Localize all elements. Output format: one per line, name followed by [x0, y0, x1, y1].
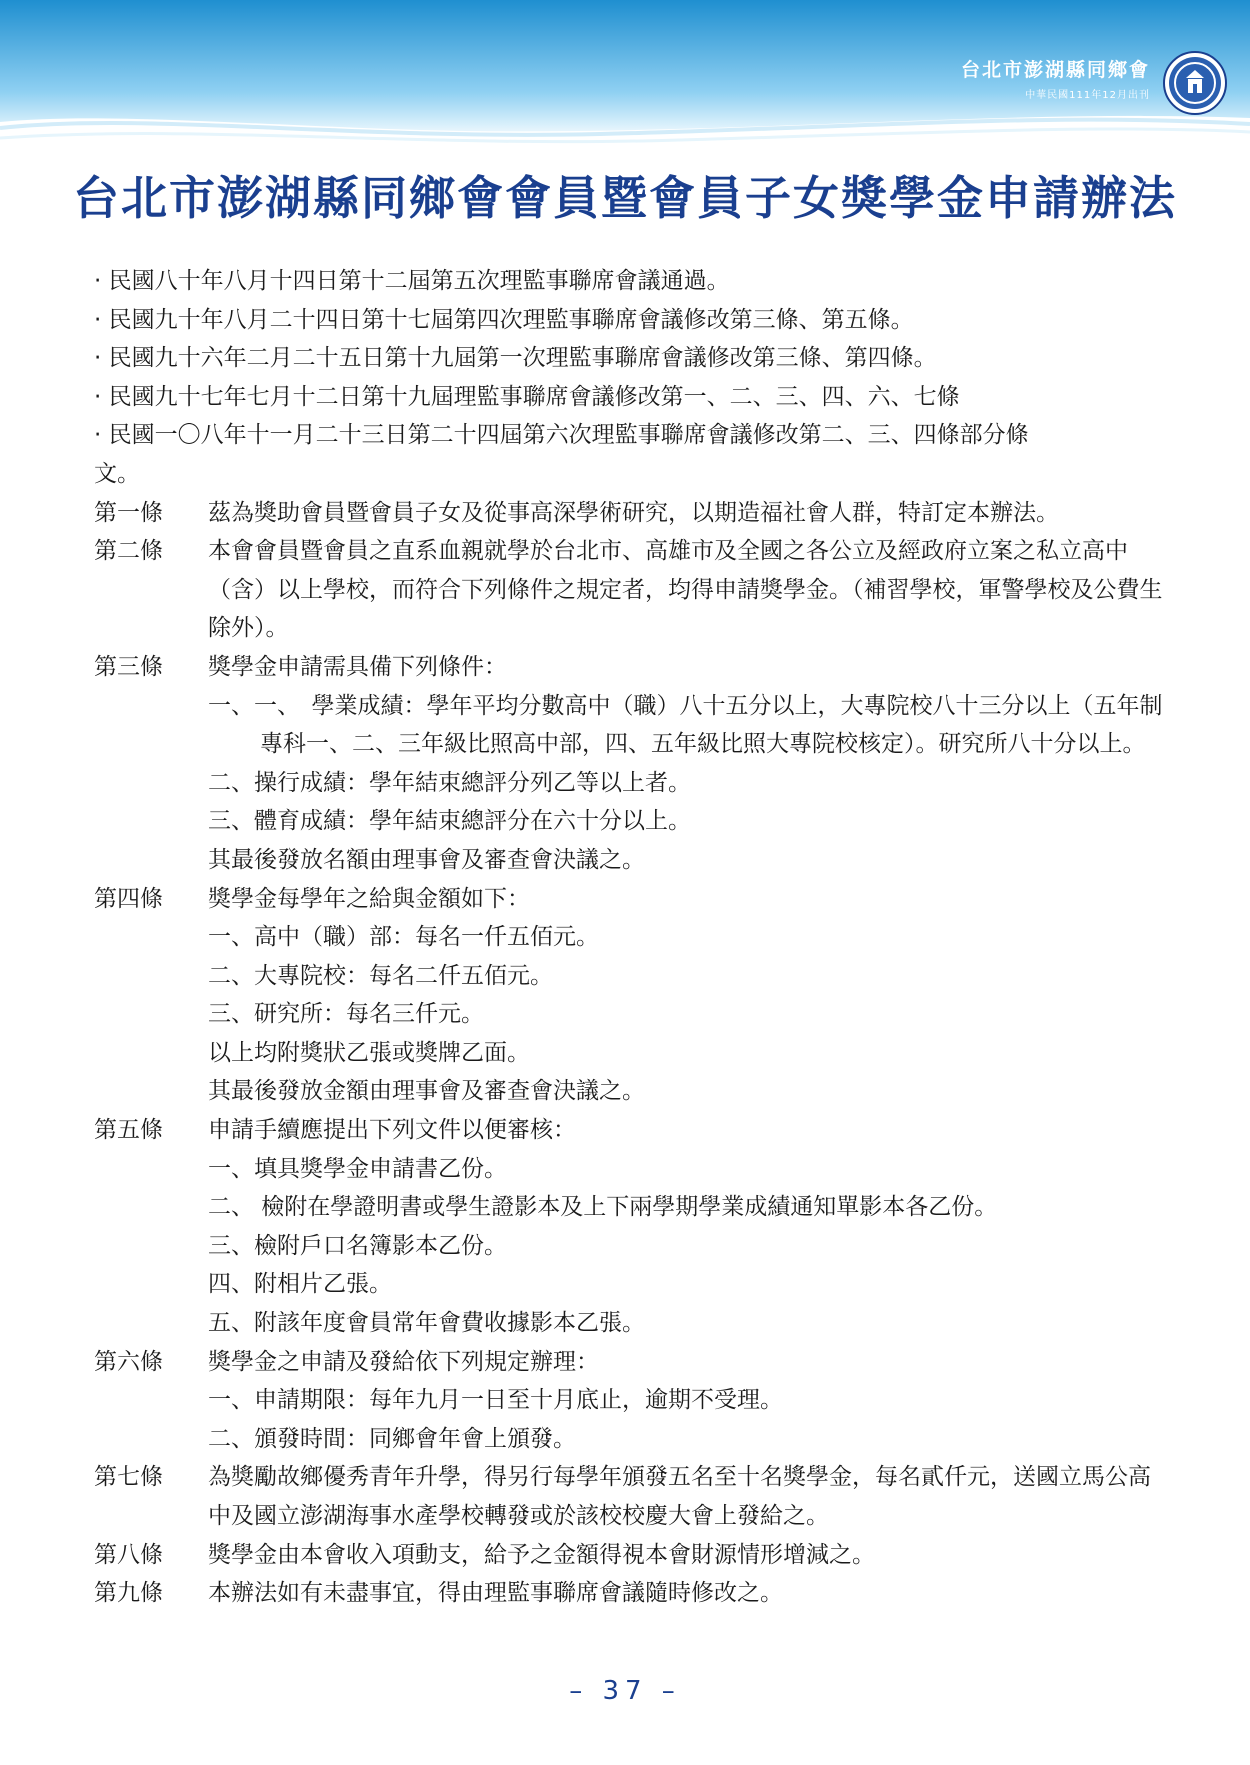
history-item: · 民國九十年八月二十四日第十七屆第四次理監事聯席會議修改第三條、第五條。 — [94, 306, 914, 333]
list-item: 一、申請期限：每年九月一日至十月底止，逾期不受理。 — [208, 1387, 783, 1414]
article-8 — [94, 1536, 1164, 1575]
article-text: 獎學金由本會收入項動支，給予之金額得視本會財源情形增減之。 — [208, 1541, 875, 1568]
article-text: 為獎勵故鄉優秀青年升學，得另行每學年頒發五名至十名獎學金，每名貳仟元，送國立馬公高中及國立澎湖海事水產學校轉發或於該校校慶大會上發給之。 — [208, 1464, 1151, 1529]
list-item: 一、高中（職）部：每名一仟五佰元。 — [208, 924, 599, 951]
article-2 — [94, 532, 1164, 648]
list-item: 二、 檢附在學證明書或學生證影本及上下兩學期學業成績通知單影本各乙份。 — [208, 1194, 998, 1221]
association-logo-icon — [1162, 50, 1228, 116]
regulation-content — [94, 262, 1164, 1613]
article-note: 以上均附獎狀乙張或獎牌乙面。 — [208, 1039, 530, 1066]
publish-date: 中華民國111年12月出刊 — [1025, 90, 1150, 101]
article-1 — [94, 494, 1164, 533]
article-text: 獎學金申請需具備下列條件： — [208, 653, 507, 680]
article-label: 第二條 — [94, 538, 163, 565]
page-header — [0, 0, 1250, 150]
list-item: 一、一、 學業成績：學年平均分數高中（職）八十五分以上，大專院校八十三分以上（五年制專科一、二、三年級比照高中部，四、五年級比照大專院校核定）。研究所八十分以上。 — [208, 692, 1163, 758]
article-text: 本辦法如有未盡事宜，得由理監事聯席會議隨時修改之。 — [208, 1580, 783, 1607]
article-9 — [94, 1574, 1164, 1613]
article-text: 茲為獎助會員暨會員子女及從事高深學術研究，以期造福社會人群，特訂定本辦法。 — [208, 499, 1059, 526]
list-item: 二、大專院校：每名二仟五佰元。 — [208, 962, 553, 989]
list-item: 二、頒發時間：同鄉會年會上頒發。 — [208, 1425, 576, 1452]
history-item: 文。 — [94, 460, 140, 487]
list-item: 二、操行成績：學年結束總評分列乙等以上者。 — [208, 769, 691, 796]
article-label: 第七條 — [94, 1464, 163, 1491]
article-6 — [94, 1343, 1164, 1382]
history-item: · 民國九十七年七月十二日第十九屆理監事聯席會議修改第一、二、三、四、六、七條 — [94, 383, 960, 410]
article-3 — [94, 648, 1164, 687]
history-item: · 民國一〇八年十一月二十三日第二十四屆第六次理監事聯席會議修改第二、三、四條部分條 — [94, 422, 1029, 449]
article-text: 申請手續應提出下列文件以便審核： — [208, 1117, 576, 1144]
article-text: 本會會員暨會員之直系血親就學於台北市、高雄市及全國之各公立及經政府立案之私立高中（含）以上學校，而符合下列條件之規定者，均得申請獎學金。（補習學校，軍警學校及公費生除外）。 — [208, 538, 1163, 642]
list-item: 一、填具獎學金申請書乙份。 — [208, 1155, 507, 1182]
amendment-history — [94, 262, 1164, 494]
org-name: 台北市澎湖縣同鄉會 — [960, 59, 1150, 81]
article-label: 第九條 — [94, 1580, 163, 1607]
page-number: – 37 – — [569, 1676, 681, 1706]
article-label: 第四條 — [94, 885, 163, 912]
article-note: 其最後發放金額由理事會及審查會決議之。 — [208, 1078, 645, 1105]
article-label: 第五條 — [94, 1117, 163, 1144]
article-label: 第三條 — [94, 653, 163, 680]
list-item: 三、研究所：每名三仟元。 — [208, 1001, 484, 1028]
article-label: 第八條 — [94, 1541, 163, 1568]
article-text: 獎學金每學年之給與金額如下： — [208, 885, 530, 912]
article-label: 第六條 — [94, 1348, 163, 1375]
org-block — [961, 58, 1150, 101]
article-text: 獎學金之申請及發給依下列規定辦理： — [208, 1348, 599, 1375]
article-note: 其最後發放名額由理事會及審查會決議之。 — [208, 846, 645, 873]
article-7 — [94, 1458, 1164, 1535]
list-item: 四、附相片乙張。 — [208, 1271, 392, 1298]
list-item: 五、附該年度會員常年會費收據影本乙張。 — [208, 1310, 645, 1337]
article-5 — [94, 1111, 1164, 1150]
history-item: · 民國九十六年二月二十五日第十九屆第一次理監事聯席會議修改第三條、第四條。 — [94, 345, 937, 372]
history-item: · 民國八十年八月十四日第十二屆第五次理監事聯席會議通過。 — [94, 268, 730, 294]
article-4 — [94, 880, 1164, 919]
list-item: 三、檢附戶口名簿影本乙份。 — [208, 1232, 507, 1259]
page-title: 台北市澎湖縣同鄉會會員暨會員子女獎學金申請辦法 — [73, 171, 1177, 225]
list-item: 三、體育成績：學年結束總評分在六十分以上。 — [208, 808, 691, 835]
article-label: 第一條 — [94, 499, 163, 526]
